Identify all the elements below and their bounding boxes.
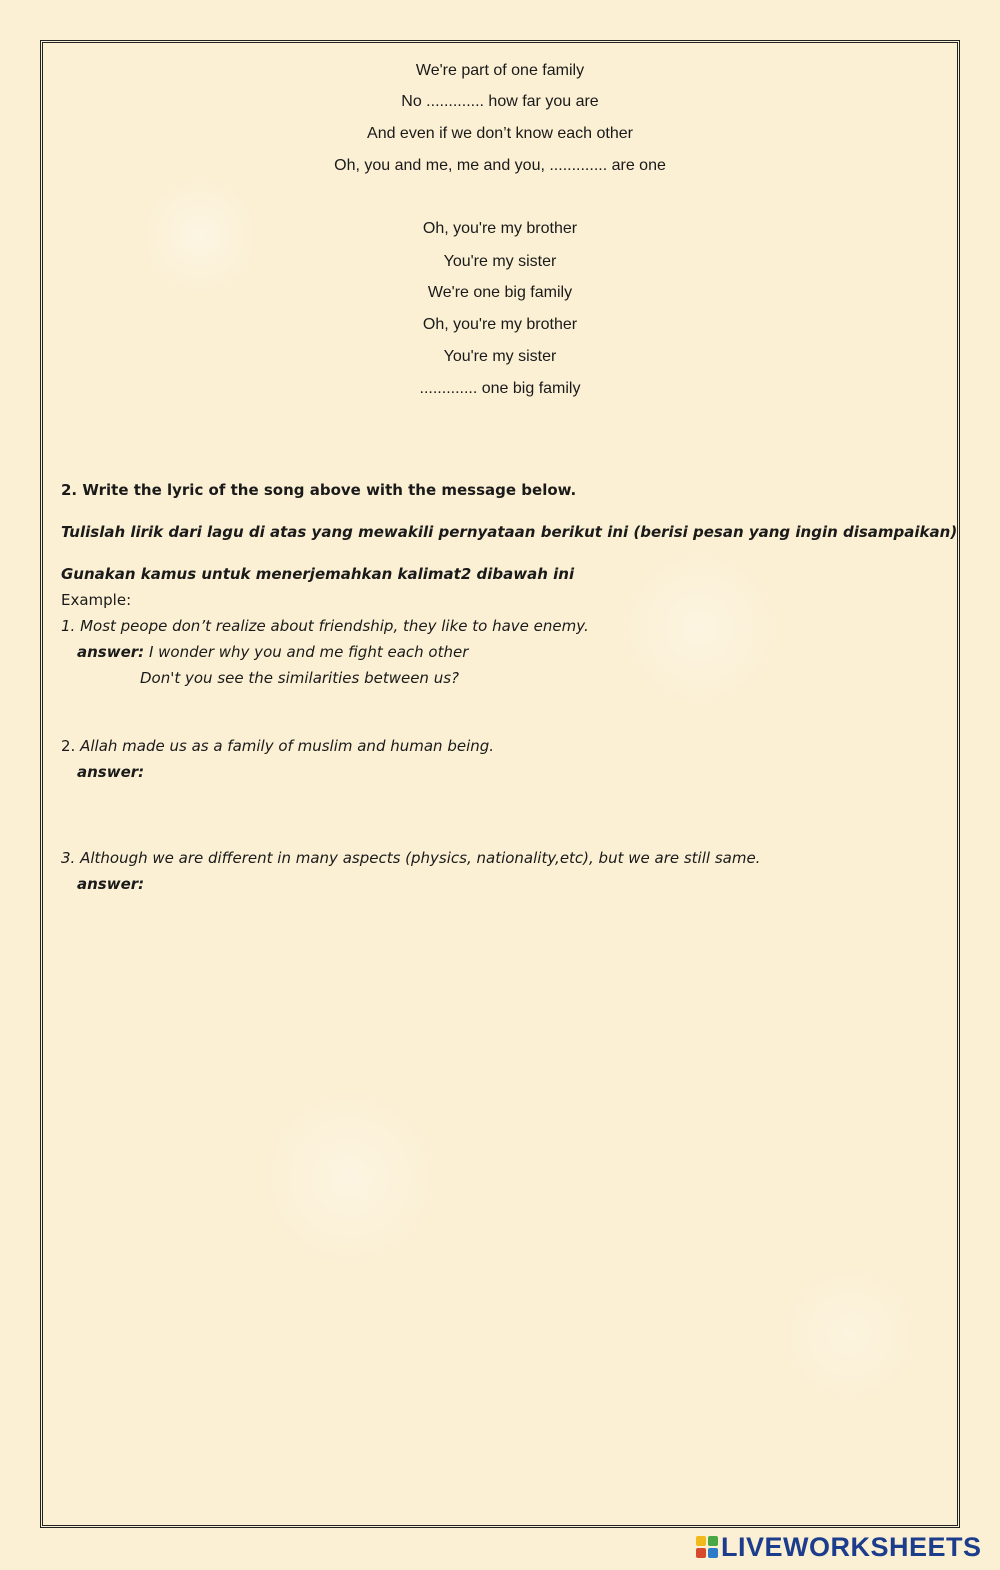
logo-text: LIVEWORKSHEETS bbox=[721, 1531, 982, 1562]
lyric-line: You're my sister bbox=[443, 253, 557, 270]
dictionary-note: Gunakan kamus untuk menerjemahkan kalimat2 dibawah ini bbox=[61, 565, 575, 583]
lyric-line: ............. one big family bbox=[419, 380, 581, 397]
lyric-line: Oh, you're my brother bbox=[422, 316, 578, 333]
question-2 bbox=[61, 736, 494, 756]
question-3: 3. Although we are different in many aspects (physics, nationality,etc), but we are still same. bbox=[61, 849, 761, 867]
answer-2-label: answer: bbox=[77, 763, 145, 781]
lyric-line: We're one big family bbox=[427, 284, 573, 301]
answer-1-line-1: I wonder why you and me fight each other bbox=[148, 643, 469, 661]
liveworksheets-logo bbox=[696, 1532, 982, 1562]
answer-3-label: answer: bbox=[77, 875, 145, 893]
section-title: 2. Write the lyric of the song above with the message below. bbox=[61, 481, 577, 499]
question-2-text: Allah made us as a family of muslim and human being. bbox=[80, 737, 495, 755]
answer-1 bbox=[77, 642, 468, 662]
question-1: 1. Most peope don’t realize about friendship, they like to have enemy. bbox=[61, 617, 589, 635]
instruction-text: Tulislah lirik dari lagu di atas yang mewakili pernyataan berikut ini (berisi pesan yang ingin disampaikan) bbox=[61, 523, 958, 541]
answer-label: answer: bbox=[77, 643, 145, 661]
lyric-line: Oh, you and me, me and you, ............. are one bbox=[334, 157, 666, 174]
example-label: Example: bbox=[61, 591, 132, 609]
answer-1-line-2: Don't you see the similarities between us? bbox=[140, 669, 459, 687]
question-2-number: 2. bbox=[61, 737, 76, 755]
lyric-line: And even if we don’t know each other bbox=[367, 125, 633, 142]
lyric-line: You're my sister bbox=[443, 348, 557, 365]
lyric-line: Oh, you're my brother bbox=[422, 220, 578, 237]
lyric-line: No ............. how far you are bbox=[401, 93, 599, 110]
lyric-line: We're part of one family bbox=[415, 62, 585, 79]
logo-icon bbox=[696, 1536, 718, 1558]
